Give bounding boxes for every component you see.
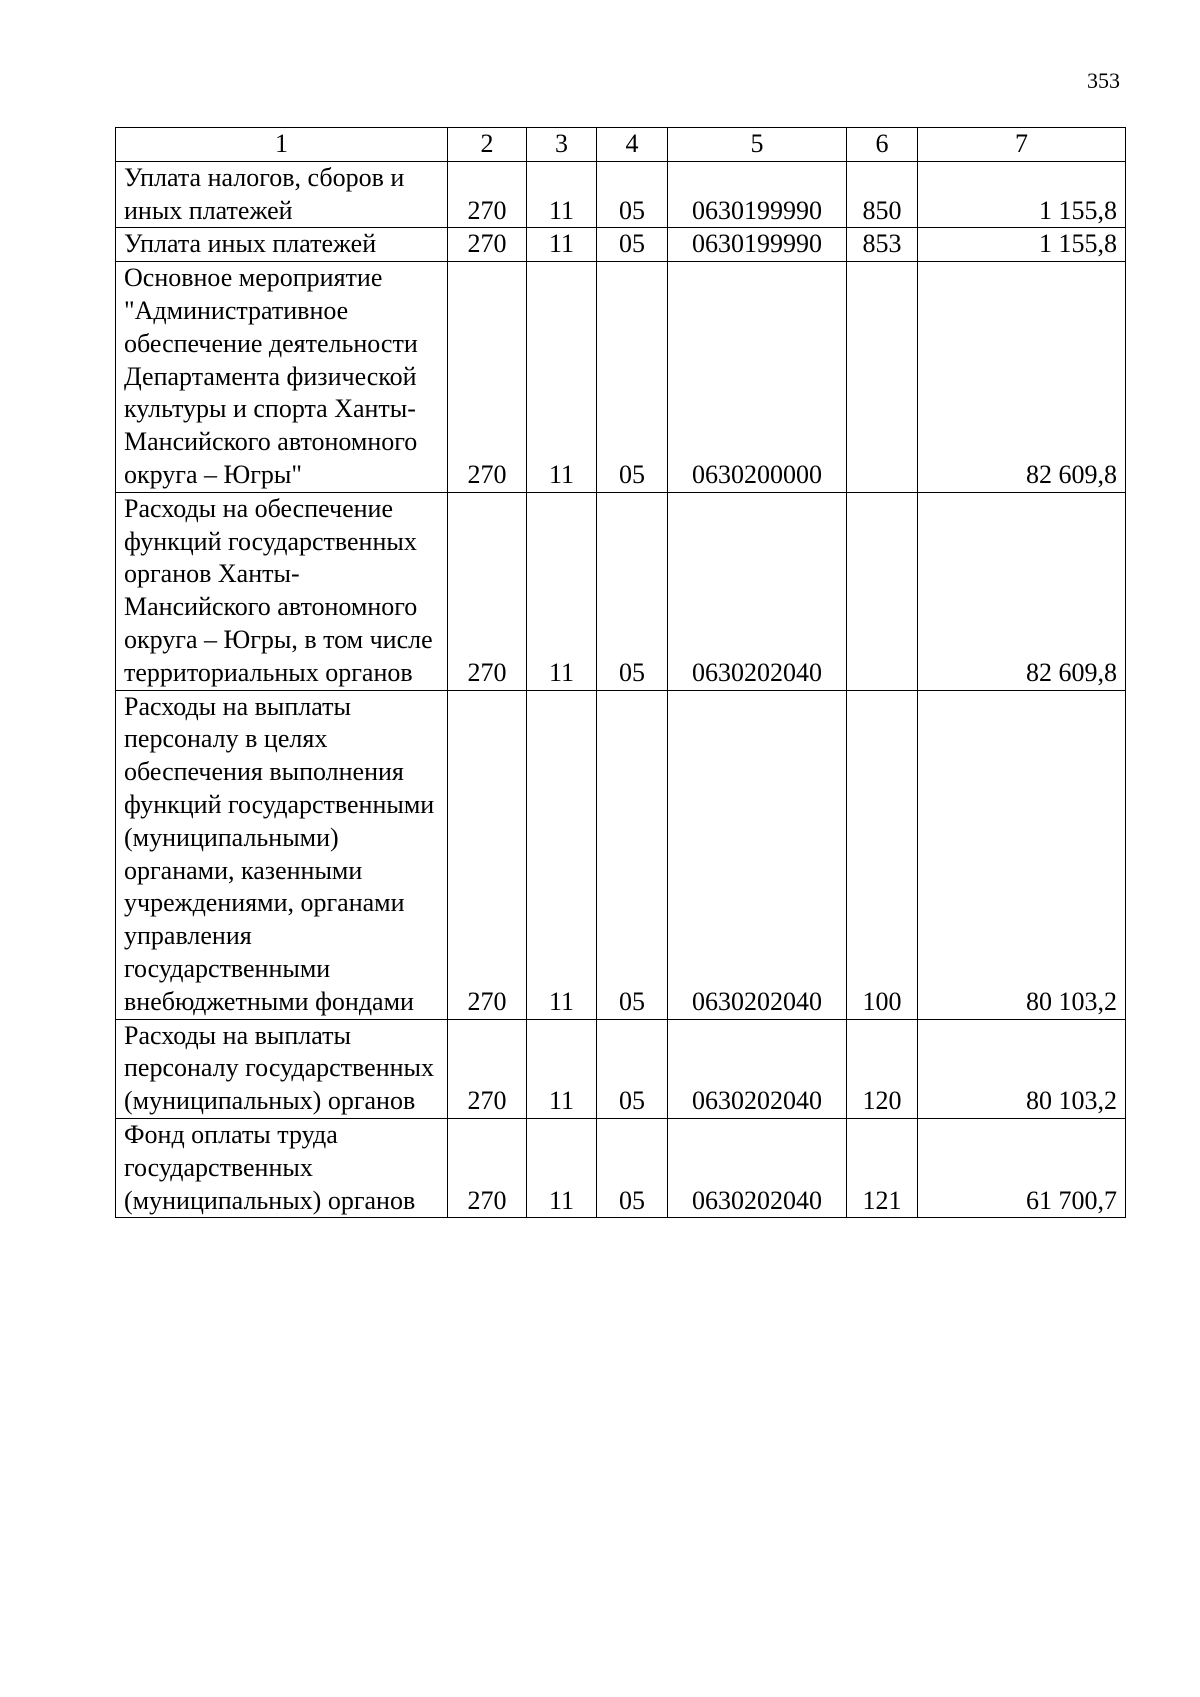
row-target-code: 0630202040	[668, 690, 847, 1019]
row-name: Основное мероприятие "Административное обеспечение деятельности Департамента физической культуры и спорта Ханты-Мансийского автономного округа – Югры"	[116, 262, 448, 493]
row-section-code: 11	[527, 1118, 597, 1217]
page-number: 353	[1087, 68, 1120, 93]
row-expense-type: 121	[847, 1118, 918, 1217]
row-subsection-code: 05	[597, 262, 668, 493]
table-row	[116, 228, 1126, 262]
row-section-code: 11	[527, 161, 597, 228]
table-row	[116, 492, 1126, 690]
row-subsection-code: 05	[597, 228, 668, 262]
column-header-5: 5	[668, 128, 847, 162]
row-target-code: 0630200000	[668, 262, 847, 493]
column-header-6: 6	[847, 128, 918, 162]
row-expense-type: 120	[847, 1019, 918, 1118]
row-expense-type: 853	[847, 228, 918, 262]
column-header-1: 1	[116, 128, 448, 162]
row-section-code: 11	[527, 228, 597, 262]
row-name: Уплата налогов, сборов и иных платежей	[116, 161, 448, 228]
column-header-3: 3	[527, 128, 597, 162]
row-subsection-code: 05	[597, 161, 668, 228]
row-section-code: 11	[527, 262, 597, 493]
row-amount: 1 155,8	[918, 228, 1126, 262]
row-name: Расходы на обеспечение функций государственных органов Ханты-Мансийского автономного округа – Югры, в том числе территориальных органов	[116, 492, 448, 690]
row-name: Фонд оплаты труда государственных (муниципальных) органов	[116, 1118, 448, 1217]
row-ministry-code: 270	[448, 1019, 527, 1118]
row-section-code: 11	[527, 492, 597, 690]
row-subsection-code: 05	[597, 1019, 668, 1118]
column-header-2: 2	[448, 128, 527, 162]
row-amount: 61 700,7	[918, 1118, 1126, 1217]
row-amount: 82 609,8	[918, 262, 1126, 493]
row-subsection-code: 05	[597, 690, 668, 1019]
row-ministry-code: 270	[448, 262, 527, 493]
row-expense-type	[847, 492, 918, 690]
row-target-code: 0630199990	[668, 228, 847, 262]
row-ministry-code: 270	[448, 161, 527, 228]
column-header-4: 4	[597, 128, 668, 162]
row-amount: 82 609,8	[918, 492, 1126, 690]
table-row	[116, 1019, 1126, 1118]
row-target-code: 0630202040	[668, 492, 847, 690]
column-header-7: 7	[918, 128, 1126, 162]
row-section-code: 11	[527, 690, 597, 1019]
row-ministry-code: 270	[448, 228, 527, 262]
table-row	[116, 161, 1126, 228]
row-expense-type: 100	[847, 690, 918, 1019]
row-ministry-code: 270	[448, 1118, 527, 1217]
row-target-code: 0630202040	[668, 1118, 847, 1217]
table-row	[116, 262, 1126, 493]
row-target-code: 0630199990	[668, 161, 847, 228]
header-row	[116, 128, 1126, 162]
row-amount: 1 155,8	[918, 161, 1126, 228]
row-ministry-code: 270	[448, 690, 527, 1019]
row-name: Расходы на выплаты персоналу государственных (муниципальных) органов	[116, 1019, 448, 1118]
row-amount: 80 103,2	[918, 690, 1126, 1019]
row-expense-type	[847, 262, 918, 493]
budget-table	[115, 127, 1126, 1218]
row-name: Уплата иных платежей	[116, 228, 448, 262]
row-target-code: 0630202040	[668, 1019, 847, 1118]
row-subsection-code: 05	[597, 492, 668, 690]
row-subsection-code: 05	[597, 1118, 668, 1217]
row-name: Расходы на выплаты персоналу в целях обеспечения выполнения функций государственными (муниципальными) органами, казенными учреждениями, органами управления государственными внебюджетными фондами	[116, 690, 448, 1019]
row-expense-type: 850	[847, 161, 918, 228]
row-ministry-code: 270	[448, 492, 527, 690]
table-row	[116, 1118, 1126, 1217]
row-amount: 80 103,2	[918, 1019, 1126, 1118]
table-row	[116, 690, 1126, 1019]
row-section-code: 11	[527, 1019, 597, 1118]
